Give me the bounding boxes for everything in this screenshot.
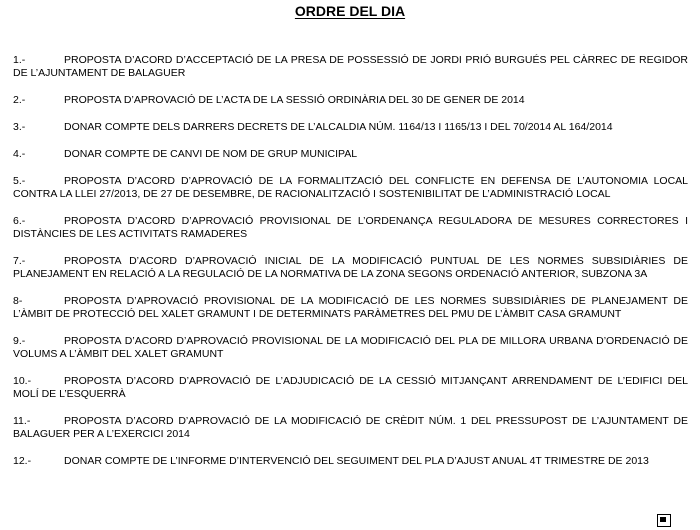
item-number: 10.- [13,375,32,387]
item-text: PROPOSTA D’ACORD D’APROVACIÓ DE LA FORMALITZACIÓ DEL CONFLICTE EN DEFENSA DE L’AUTONOMIA LOCAL CONTRA LA LLEI 27/2013, DE 27 DE DESEMBRE, DE RACIONALITZACIÓ I SOSTENIBILITAT DE L’ADMINISTRACIÓ LOCAL [13,175,688,200]
agenda-item-2 [13,94,688,107]
item-text: PROPOSTA D’ACORD D’APROVACIÓ DE LA MODIFICACIÓ DE CRÈDIT NÚM. 1 DEL PRESSUPOST DE L’AJUNTAMENT DE BALAGUER PER A L’EXERCICI 2014 [13,415,688,440]
agenda-item-4 [13,148,688,161]
agenda-item-1 [13,54,688,80]
item-number: 4.- [13,148,26,160]
item-text: PROPOSTA D’ACORD D’APROVACIÓ PROVISIONAL DE L’ORDENANÇA REGULADORA DE MESURES CORRECTORES I DISTÀNCIES DE LES ACTIVITATS RAMADERES [13,215,688,240]
agenda-item-7 [13,255,688,281]
scroll-marker-icon [657,514,671,527]
item-text: PROPOSTA D’ACORD D’APROVACIÓ INICIAL DE LA MODIFICACIÓ PUNTUAL DE LES NORMES SUBSIDIÀRIES DE PLANEJAMENT EN RELACIÓ A LA REGULACIÓ DE LA NORMATIVA DE LA ZONA SEGONS ORDENACIÓ ANTERIOR, SUBZONA 3A [13,255,688,280]
item-text: DONAR COMPTE DE L’INFORME D’INTERVENCIÓ DEL SEGUIMENT DEL PLA D’AJUST ANUAL 4T TRIMESTRE DE 2013 [64,455,649,467]
item-number: 7.- [13,255,26,267]
agenda-item-6 [13,215,688,241]
item-text: DONAR COMPTE DE CANVI DE NOM DE GRUP MUNICIPAL [64,148,358,160]
item-number: 8- [13,295,23,307]
item-number: 6.- [13,215,26,227]
item-text: PROPOSTA D’ACORD D’ACCEPTACIÓ DE LA PRESA DE POSSESSIÓ DE JORDI PRIÓ BURGUÉS PEL CÀRREC DE REGIDOR DE L’AJUNTAMENT DE BALAGUER [13,54,688,79]
item-number: 1.- [13,54,26,66]
item-number: 12.- [13,455,32,467]
item-number: 5.- [13,175,26,187]
item-number: 2.- [13,94,26,106]
agenda-item-11 [13,415,688,441]
agenda-item-8 [13,295,688,321]
item-text: PROPOSTA D’APROVACIÓ DE L’ACTA DE LA SESSIÓ ORDINÀRIA DEL 30 DE GENER DE 2014 [64,94,525,106]
agenda-item-9 [13,335,688,361]
agenda-list [13,54,688,482]
page-title: ORDRE DEL DIA [294,3,406,19]
agenda-item-12 [13,455,688,468]
agenda-item-5 [13,175,688,201]
item-text: PROPOSTA D’ACORD D’APROVACIÓ PROVISIONAL DE LA MODIFICACIÓ DEL PLA DE MILLORA URBANA D’ORDENACIÓ DE VOLUMS A L’ÀMBIT DEL XALET GRAMUNT [13,335,688,360]
agenda-item-3 [13,121,688,134]
item-number: 11.- [13,415,31,427]
item-text: PROPOSTA D’APROVACIÓ PROVISIONAL DE LA MODIFICACIÓ DE LES NORMES SUBSIDIÀRIES DE PLANEJAMENT DE L’ÀMBIT DE PROTECCIÓ DEL XALET GRAMUNT I DE DETERMINATS PARÀMETRES DEL PMU DE L’ÀMBIT CASA GRAMUNT [13,295,688,320]
item-text: DONAR COMPTE DELS DARRERS DECRETS DE L’ALCALDIA NÚM. 1164/13 I 1165/13 I DEL 70/2014 AL 164/2014 [64,121,613,133]
agenda-item-10 [13,375,688,401]
item-number: 3.- [13,121,26,133]
item-text: PROPOSTA D’ACORD D’APROVACIÓ DE L’ADJUDICACIÓ DE LA CESSIÓ MITJANÇANT ARRENDAMENT DE L’EDIFICI DEL MOLÍ DE L’ESQUERRÀ [13,375,688,400]
item-number: 9.- [13,335,26,347]
